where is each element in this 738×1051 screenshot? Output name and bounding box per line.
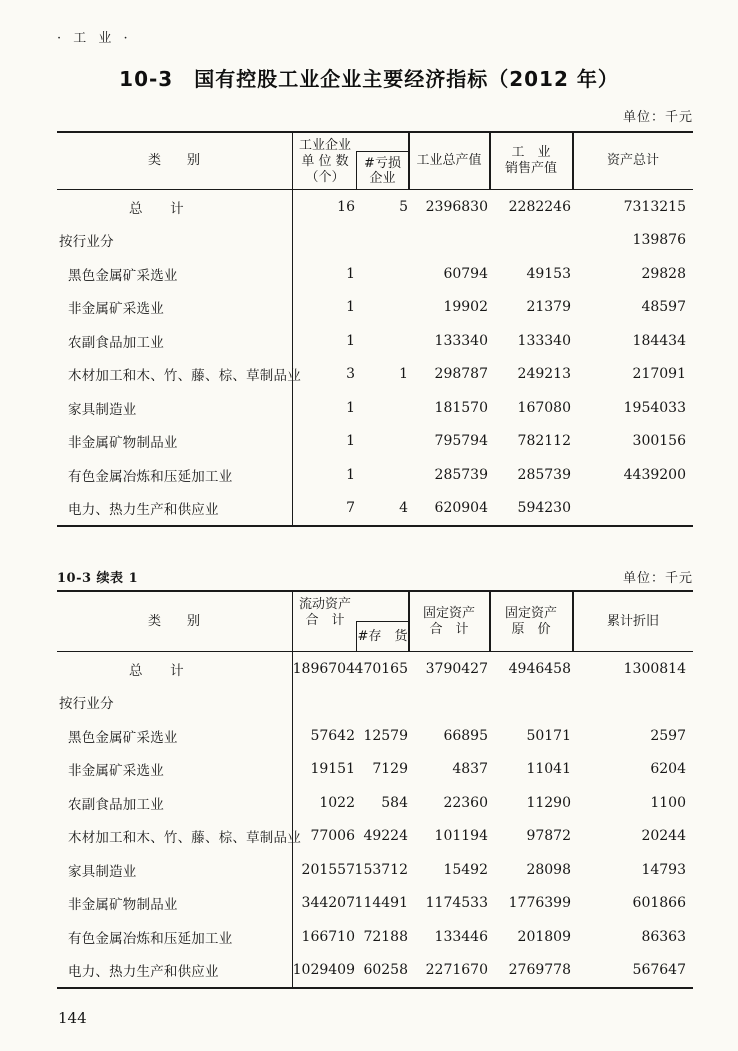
cell-loss-enterprises (357, 458, 409, 492)
cell-inventory: 153712 (354, 861, 408, 878)
cell-enterprise-count: 1 (346, 399, 355, 416)
cell-fixed-assets-total: 15492 (443, 861, 488, 878)
cell-enterprise-count: 1 (346, 332, 355, 349)
row-category-label: 非金属矿物制品业 (57, 887, 293, 921)
cell-depreciation: 86363 (641, 928, 686, 945)
header-enterprise-units-line1: 工业企业 (298, 138, 351, 153)
header-current-assets-line1: 流动资产 (298, 597, 351, 612)
cell-inventory: 114491 (354, 895, 408, 912)
cell-fixed-assets-original: 28098 (526, 861, 571, 878)
table-row (57, 492, 693, 526)
cell-total-assets (573, 492, 693, 526)
cell-fixed-assets-original: 11290 (526, 794, 571, 811)
cell-sales-output: 167080 (517, 399, 571, 416)
row-category-label: 电力、热力生产和供应业 (57, 954, 293, 988)
cell-enterprise-count: 1 (346, 433, 355, 450)
cell-total-assets: 139876 (632, 232, 686, 249)
table-row (57, 291, 693, 325)
cell-current-assets: 57642 (310, 727, 355, 744)
cell-depreciation: 20244 (641, 828, 686, 845)
table-row (57, 954, 693, 988)
cell-current-assets: 1029409 (292, 962, 355, 979)
cell-fixed-assets-original: 50171 (526, 727, 571, 744)
header-category: 类 别 (147, 613, 200, 629)
header-enterprise-units-line2: 单 位 数 (301, 154, 349, 169)
table-main-indicators (57, 131, 693, 527)
cell-sales-output: 21379 (526, 299, 571, 316)
cell-inventory (357, 686, 409, 720)
cell-sales-output (490, 224, 573, 258)
row-category-label: 木材加工和木、竹、藤、棕、草制品业 (57, 820, 293, 854)
cell-loss-enterprises: 1 (399, 366, 408, 383)
table-row (57, 786, 693, 820)
cell-fixed-assets-original (490, 686, 573, 720)
page-number: 144 (58, 1009, 87, 1027)
cell-gross-output: 298787 (434, 366, 488, 383)
page-title: 10-3 国有控股工业企业主要经济指标（2012 年） (119, 67, 619, 91)
cell-fixed-assets-total: 3790427 (425, 660, 488, 677)
cell-loss-enterprises (357, 324, 409, 358)
cell-depreciation: 6204 (650, 761, 686, 778)
table-row (57, 652, 693, 686)
cell-total-assets: 1954033 (623, 399, 686, 416)
table1-body (57, 190, 693, 527)
row-category-label: 农副食品加工业 (57, 324, 293, 358)
cell-gross-output: 620904 (434, 500, 488, 517)
row-category-label: 非金属矿采选业 (57, 753, 293, 787)
header-current-assets-line2: 合 计 (305, 613, 345, 628)
table-row (57, 686, 693, 720)
cell-depreciation: 14793 (641, 861, 686, 878)
header-total-assets: 资产总计 (606, 153, 659, 168)
table-row (57, 425, 693, 459)
header-enterprise-units-line3: （个） (305, 170, 345, 185)
cell-gross-output: 60794 (443, 265, 488, 282)
cell-fixed-assets-total: 1174533 (425, 895, 488, 912)
cell-fixed-assets-original: 201809 (517, 928, 571, 945)
unit-label-table2: 单位：千元 (622, 571, 693, 586)
cell-sales-output: 2282246 (508, 198, 571, 215)
table2-body (57, 652, 693, 989)
unit-label-table1: 单位：千元 (622, 110, 693, 125)
cell-gross-output (409, 224, 490, 258)
table-row (57, 887, 693, 921)
header-loss-line1: #亏损 (364, 155, 401, 171)
table-row (57, 190, 693, 224)
cell-depreciation: 1100 (650, 794, 686, 811)
cell-depreciation (573, 686, 693, 720)
cell-total-assets: 217091 (632, 366, 686, 383)
table2-header (57, 590, 693, 652)
cell-fixed-assets-original: 1776399 (508, 895, 571, 912)
cell-current-assets: 344207 (301, 895, 355, 912)
header-depreciation: 累计折旧 (606, 613, 659, 629)
cell-enterprise-count: 3 (346, 366, 355, 383)
header-sales-line2: 销售产值 (504, 161, 557, 176)
cell-enterprise-count: 7 (346, 500, 355, 517)
cell-gross-output: 795794 (434, 433, 488, 450)
row-category-label: 木材加工和木、竹、藤、棕、草制品业 (57, 358, 293, 392)
row-category-label: 非金属矿采选业 (57, 291, 293, 325)
cell-gross-output: 19902 (443, 299, 488, 316)
cell-gross-output: 133340 (434, 332, 488, 349)
cell-enterprise-count: 1 (346, 299, 355, 316)
cell-current-assets: 201557 (301, 861, 355, 878)
header-loss-enterprises (356, 151, 408, 189)
header-inventory (356, 621, 408, 651)
row-category-label: 黑色金属矿采选业 (57, 257, 293, 291)
table-row (57, 324, 693, 358)
cell-loss-enterprises (357, 391, 409, 425)
cell-fixed-assets-total: 22360 (443, 794, 488, 811)
header-fixed-assets-total (409, 592, 489, 651)
cell-sales-output: 782112 (517, 433, 571, 450)
cell-depreciation: 2597 (650, 727, 686, 744)
cell-depreciation: 601866 (632, 895, 686, 912)
table-row (57, 358, 693, 392)
row-category-label: 家具制造业 (57, 391, 293, 425)
cell-total-assets: 29828 (641, 265, 686, 282)
header-category: 类 别 (147, 153, 200, 168)
row-category-label: 非金属矿物制品业 (57, 425, 293, 459)
table-continuation (57, 590, 693, 989)
row-category-label: 家具制造业 (57, 853, 293, 887)
header-inventory-label: #存 货 (357, 629, 408, 644)
cell-loss-enterprises: 5 (399, 198, 408, 215)
cell-fixed-assets-original: 4946458 (508, 660, 571, 677)
cell-depreciation: 1300814 (623, 660, 686, 677)
table-row (57, 458, 693, 492)
cell-fixed-assets-total: 2271670 (425, 962, 488, 979)
cell-inventory: 470165 (354, 660, 408, 677)
cell-enterprise-count: 1 (346, 265, 355, 282)
cell-current-assets: 1896704 (292, 660, 355, 677)
cell-loss-enterprises (357, 425, 409, 459)
header-fixed-orig-line1: 固定资产 (504, 605, 557, 621)
header-sales-output (490, 133, 572, 189)
section-header: · 工 业 · (57, 31, 132, 46)
cell-fixed-assets-total: 4837 (452, 761, 488, 778)
cell-gross-output: 285739 (434, 466, 488, 483)
cell-fixed-assets-original: 11041 (526, 761, 571, 778)
row-category-label: 按行业分 (57, 686, 293, 720)
cell-sales-output: 133340 (517, 332, 571, 349)
cell-current-assets: 19151 (310, 761, 355, 778)
cell-sales-output: 249213 (517, 366, 571, 383)
row-category-label: 黑色金属矿采选业 (57, 719, 293, 753)
table-row (57, 719, 693, 753)
cell-fixed-assets-total: 66895 (443, 727, 488, 744)
header-fixed-assets-original (490, 592, 572, 651)
cell-current-assets: 166710 (301, 928, 355, 945)
cell-current-assets: 77006 (310, 828, 355, 845)
cell-gross-output: 2396830 (425, 198, 488, 215)
cell-enterprise-count: 16 (337, 198, 355, 215)
table-row (57, 920, 693, 954)
cell-loss-enterprises (357, 257, 409, 291)
row-category-label: 电力、热力生产和供应业 (57, 492, 293, 526)
cell-inventory: 60258 (363, 962, 408, 979)
table2-caption-row (57, 567, 693, 586)
table-row (57, 753, 693, 787)
row-category-label: 按行业分 (57, 224, 293, 258)
row-category-label: 有色金属冶炼和压延加工业 (57, 920, 293, 954)
table1-header (57, 131, 693, 190)
row-category-label: 有色金属冶炼和压延加工业 (57, 458, 293, 492)
row-category-label: 总 计 (57, 190, 293, 224)
cell-loss-enterprises (357, 224, 409, 258)
row-category-label: 农副食品加工业 (57, 786, 293, 820)
table-row (57, 224, 693, 258)
cell-loss-enterprises: 4 (399, 500, 408, 517)
header-loss-line2: 企业 (369, 170, 396, 186)
cell-enterprise-count: 1 (346, 466, 355, 483)
cell-current-assets (293, 686, 357, 720)
cell-fixed-assets-total: 101194 (434, 828, 488, 845)
cell-total-assets: 4439200 (623, 466, 686, 483)
header-sales-line1: 工 业 (511, 145, 551, 160)
cell-sales-output: 594230 (517, 500, 571, 517)
cell-inventory: 7129 (372, 761, 408, 778)
cell-fixed-assets-total (409, 686, 490, 720)
cell-loss-enterprises (357, 291, 409, 325)
header-fixed-total-line2: 合 计 (429, 621, 469, 637)
cell-total-assets: 7313215 (623, 198, 686, 215)
table-row (57, 820, 693, 854)
table-row (57, 391, 693, 425)
cell-current-assets: 1022 (319, 794, 355, 811)
cell-inventory: 12579 (363, 727, 408, 744)
cell-total-assets: 48597 (641, 299, 686, 316)
cell-fixed-assets-original: 2769778 (508, 962, 571, 979)
cell-enterprise-count (293, 224, 357, 258)
table-row (57, 257, 693, 291)
cell-gross-output: 181570 (434, 399, 488, 416)
header-fixed-total-line1: 固定资产 (422, 605, 475, 621)
row-category-label: 总 计 (57, 652, 293, 686)
cell-total-assets: 184434 (632, 332, 686, 349)
cell-sales-output: 285739 (517, 466, 571, 483)
header-fixed-orig-line2: 原 价 (511, 621, 551, 637)
cell-fixed-assets-total: 133446 (434, 928, 488, 945)
cell-depreciation: 567647 (632, 962, 686, 979)
cell-fixed-assets-original: 97872 (526, 828, 571, 845)
cell-inventory: 72188 (363, 928, 408, 945)
cell-inventory: 49224 (363, 828, 408, 845)
cell-inventory: 584 (381, 794, 408, 811)
table-row (57, 853, 693, 887)
header-gross-output: 工业总产值 (416, 153, 482, 168)
continuation-label: 10-3 续表 1 (57, 571, 139, 586)
cell-sales-output: 49153 (526, 265, 571, 282)
cell-total-assets: 300156 (632, 433, 686, 450)
